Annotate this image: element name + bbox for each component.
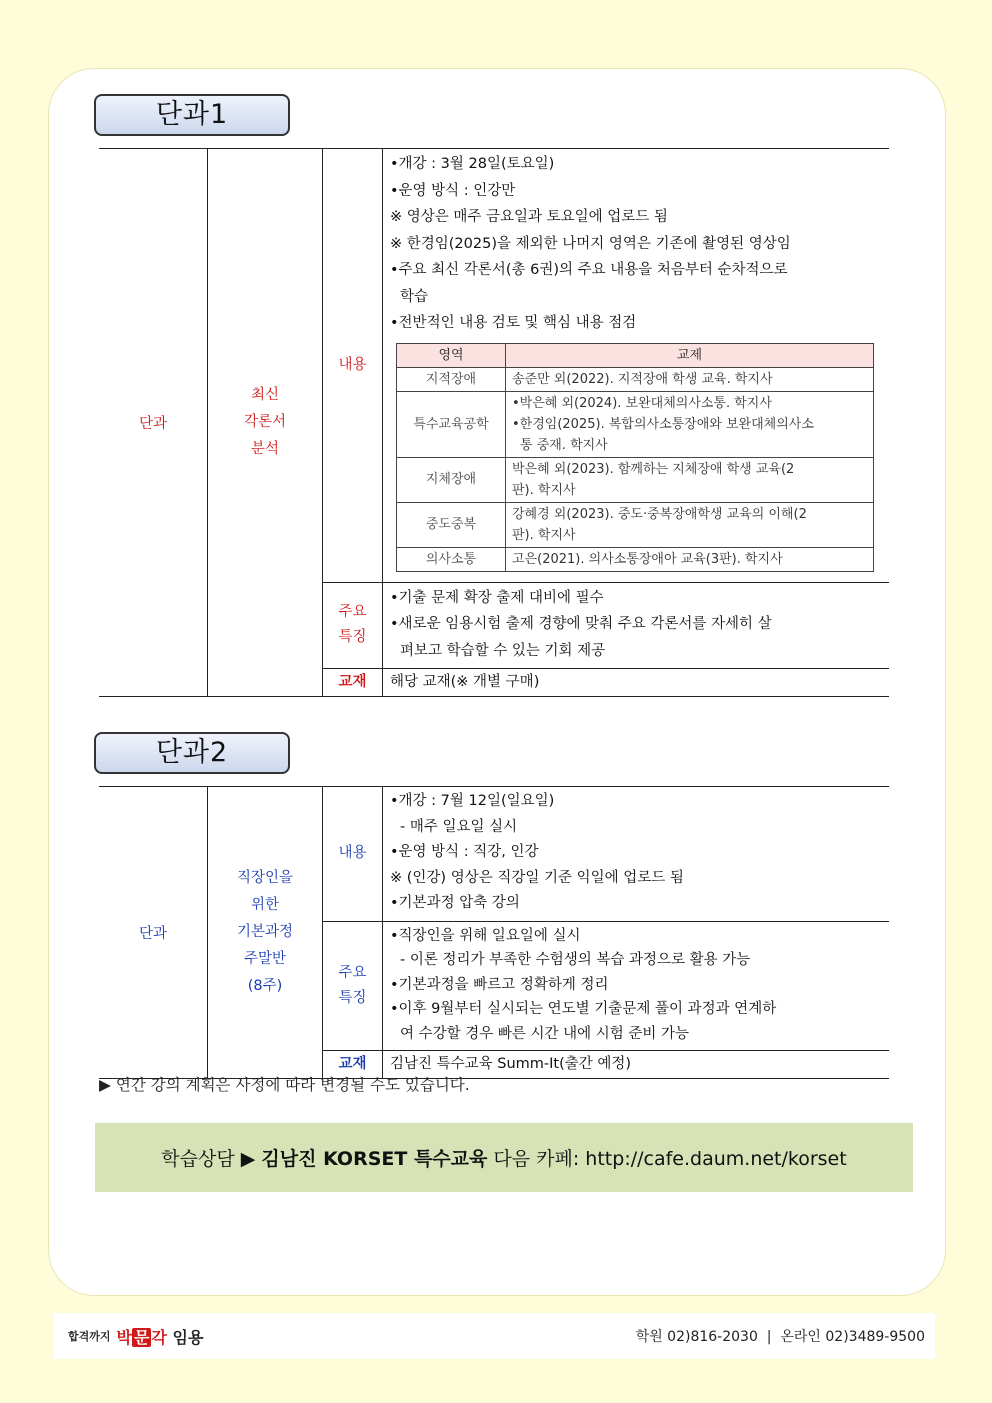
feature-line: 여 수강할 경우 빠른 시간 내에 시험 준비 가능	[400, 1025, 689, 1042]
content-line: ※ 영상은 매주 금요일과 토요일에 업로드 됨	[390, 209, 668, 225]
book-area: 특수교육공학	[397, 391, 506, 457]
logo-char: 각	[151, 1327, 167, 1347]
content-line: •개강 : 3월 28일(토요일)	[390, 156, 555, 172]
content-line: •운영 방식 : 인강만	[390, 182, 516, 199]
course2-features	[383, 921, 890, 1051]
book-line: 판). 학지사	[512, 482, 576, 498]
book-title	[506, 457, 874, 502]
book-line: •한경임(2025). 복합의사소통장애와 보완대체의사소	[512, 416, 814, 432]
contact-info: 학원 02)816-2030 | 온라인 02)3489-9500	[635, 1329, 925, 1345]
book-line: •박은혜 외(2024). 보완대체의사소통. 학지사	[512, 395, 772, 411]
table-row	[397, 457, 874, 502]
banner-prefix: 학습상담 ▶	[161, 1148, 262, 1170]
course1-textbook-label: 교재	[323, 669, 383, 697]
content-line: - 매주 일요일 실시	[400, 818, 518, 835]
logo-char: 임용	[166, 1327, 204, 1347]
content-line: •개강 : 7월 12일(일요일)	[390, 793, 555, 809]
course1-name-line: 최신	[250, 386, 279, 403]
books-table	[396, 343, 874, 572]
course2-name-line: 위한	[250, 896, 279, 913]
feature-label-line: 주요	[338, 964, 367, 981]
course2-content	[383, 787, 890, 922]
course2-name	[208, 787, 323, 1079]
course1-name	[208, 149, 323, 697]
books-header-area: 영역	[397, 343, 506, 367]
book-line: 고은(2021). 의사소통장애아 교육(3판). 학지사	[512, 551, 783, 567]
table-row	[397, 391, 874, 457]
course1-table	[99, 148, 889, 697]
course2-type: 단과	[99, 787, 208, 1079]
table-row	[397, 367, 874, 391]
course2-name-line: 주말반	[243, 950, 287, 967]
book-title	[506, 547, 874, 571]
book-line: 강혜경 외(2023). 중도·중복장애학생 교육의 이해(2	[512, 506, 807, 522]
brand-logo	[68, 1325, 203, 1348]
course1-features	[383, 582, 890, 669]
course1-title: 단과1	[94, 94, 290, 136]
banner-brand: 김남진 KORSET 특수교육	[261, 1148, 488, 1170]
book-line: 통 중재. 학지사	[520, 437, 608, 453]
book-title	[506, 367, 874, 391]
content-line: 학습	[400, 288, 429, 305]
schedule-note: ▶ 연간 강의 계획은 사정에 따라 변경될 수도 있습니다.	[99, 1076, 470, 1094]
feature-label-line: 특징	[338, 989, 367, 1006]
feature-line: •기본과정을 빠르고 정확하게 정리	[390, 976, 609, 993]
logo-tagline: 합격까지	[68, 1330, 111, 1343]
course2-textbook: 김남진 특수교육 Summ-It(출간 예정)	[383, 1051, 890, 1079]
book-title	[506, 391, 874, 457]
content-line: •전반적인 내용 검토 및 핵심 내용 점검	[390, 315, 637, 331]
feature-line: - 이론 정리가 부족한 수험생의 복습 과정으로 활용 가능	[400, 952, 751, 968]
course1-textbook: 해당 교재(※ 개별 구매)	[383, 669, 890, 697]
course2-table	[99, 786, 889, 1079]
content-line: ※ (인강) 영상은 직강일 기준 익일에 업로드 됨	[390, 869, 684, 886]
course2-textbook-label: 교재	[323, 1051, 383, 1079]
content-line: •운영 방식 : 직강, 인강	[390, 844, 539, 860]
course2-content-label: 내용	[323, 787, 383, 922]
content-line: ※ 한경임(2025)을 제외한 나머지 영역은 기존에 촬영된 영상임	[390, 235, 791, 252]
book-line: 박은혜 외(2023). 함께하는 지체장애 학생 교육(2	[512, 461, 795, 477]
book-line: 판). 학지사	[512, 527, 576, 543]
book-area: 중도중복	[397, 502, 506, 547]
course1-content-label: 내용	[323, 149, 383, 583]
course2-title: 단과2	[94, 732, 290, 774]
content-line: •주요 최신 각론서(총 6권)의 주요 내용을 처음부터 순차적으로	[390, 262, 788, 278]
table-row	[397, 502, 874, 547]
feature-label-line: 주요	[338, 604, 367, 621]
course1-name-line: 각론서	[243, 413, 287, 430]
book-area: 의사소통	[397, 547, 506, 571]
course2-name-line: 직장인을	[236, 869, 294, 886]
course2-name-line: 기본과정	[236, 923, 294, 940]
course2-name-line: (8주)	[247, 977, 283, 994]
footer	[54, 1313, 935, 1359]
feature-line: •직장인을 위해 일요일에 실시	[390, 927, 581, 944]
content-line: •기본과정 압축 강의	[390, 895, 520, 911]
feature-line: •기출 문제 확장 출제 대비에 필수	[390, 589, 604, 606]
course1-content	[383, 149, 890, 583]
book-line: 송준만 외(2022). 지적장애 학생 교육. 학지사	[512, 371, 773, 387]
banner-cafe-link[interactable]: 다음 카페: http://cafe.daum.net/korset	[487, 1148, 847, 1170]
book-area: 지적장애	[397, 367, 506, 391]
book-title	[506, 502, 874, 547]
table-row	[397, 547, 874, 571]
course2-feature-label	[323, 921, 383, 1051]
book-area: 지체장애	[397, 457, 506, 502]
feature-line: 펴보고 학습할 수 있는 기회 제공	[400, 642, 606, 659]
feature-label-line: 특징	[338, 629, 367, 646]
feature-line: •새로운 임용시험 출제 경향에 맞춰 주요 각론서를 자세히 살	[390, 616, 772, 632]
logo-char: 문	[133, 1327, 150, 1347]
logo-char: 박	[116, 1327, 132, 1347]
course1-name-line: 분석	[250, 440, 279, 457]
course1-type: 단과	[99, 149, 208, 697]
course1-feature-label	[323, 582, 383, 669]
consult-banner	[95, 1123, 913, 1192]
logo-brand	[117, 1325, 204, 1348]
books-header-book: 교제	[506, 343, 874, 367]
feature-line: •이후 9월부터 실시되는 연도별 기출문제 풀이 과정과 연계하	[390, 1001, 777, 1017]
